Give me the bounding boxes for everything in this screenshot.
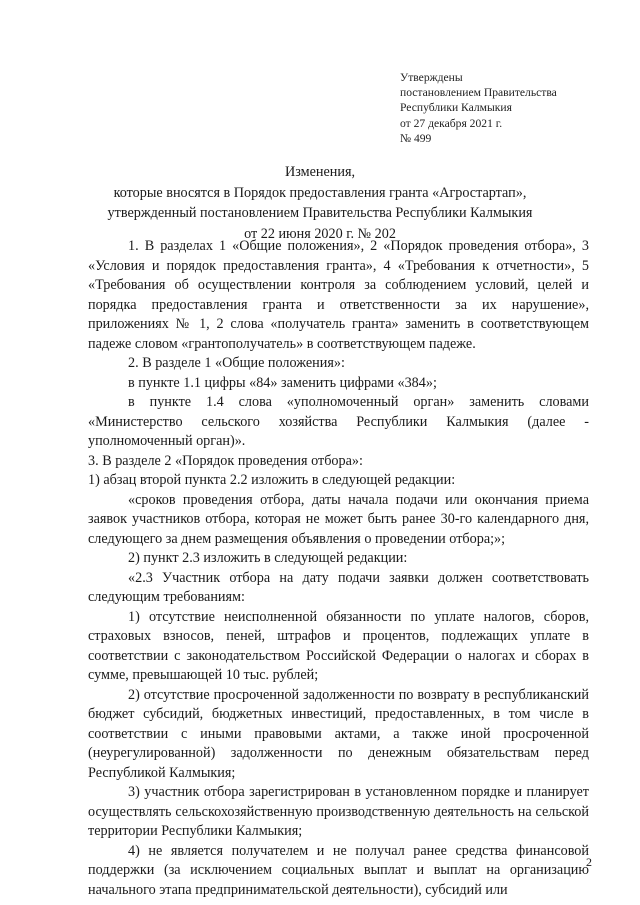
document-body: [88, 237, 589, 900]
title-line: Изменения,: [284, 164, 356, 180]
paragraph: 3) участник отбора зарегистрирован в установленном порядке и планирует осуществлять сельскохозяйственную производственную деятельность на сельской территории Республики Калмыкия;: [88, 784, 589, 839]
paragraph: 1. В разделах 1 «Общие положения», 2 «Порядок проведения отбора», 3 «Условия и порядок предоставления гранта», 4 «Требования к отчетности», 5 «Требования об осуществлении контроля за соблюдением условий, целей и порядка предоставления гранта и ответственности за их нарушение», приложениях № 1, 2 слова «получатель гранта» заменить в соответствующем падеже словом «грантополучатель» в соответствующем падеже.: [88, 238, 589, 352]
paragraph: 1) отсутствие неисполненной обязанности по уплате налогов, сборов, страховых взносов, пеней, штрафов и процентов, подлежащих уплате в соответствии с законодательством Российской Федерации о налогах и сборах в сумме, превышающей 10 тыс. рублей;: [88, 608, 589, 683]
title-line: от 22 июня 2020 г. № 202: [244, 225, 396, 242]
paragraph: в пункте 1.1 цифры «84» заменить цифрами «384»;: [128, 374, 437, 391]
paragraph: «сроков проведения отбора, даты начала подачи или окончания приема заявок участников отбора, которая не может быть ранее 30-го календарного дня, следующего за днем размещения объявления о проведении отбора;»;: [88, 491, 589, 547]
approval-line: Утверждены: [400, 71, 463, 84]
paragraph: 2. В разделе 1 «Общие положения»:: [128, 355, 345, 371]
approval-stamp: [400, 70, 557, 146]
approval-line: от 27 декабря 2021 г.: [400, 116, 503, 130]
title-line: утвержденный постановлением Правительства Республики Калмыкия: [107, 205, 533, 221]
paragraph: 1) абзац второй пункта 2.2 изложить в следующей редакции:: [88, 472, 456, 488]
paragraph: 4) не является получателем и не получал ранее средства финансовой поддержки (за исключением социальных выплат и выплат на организацию начального этапа предпринимательской деятельности), субсидий или: [88, 842, 589, 898]
paragraph: 2) отсутствие просроченной задолженности по возврату в республиканский бюджет субсидий, бюджетных инвестиций, предоставленных, в том числе в соответствии с иными правовыми актами, а также иной просроченной (неурегулированной) задолженности по денежным обязательствам перед Республикой Калмыкия;: [88, 686, 589, 781]
paragraph: «2.3 Участник отбора на дату подачи заявки должен соответствовать следующим требованиям:: [88, 569, 589, 605]
approval-line: Республики Калмыкия: [400, 101, 512, 115]
title-line: которые вносятся в Порядок предоставления гранта «Агростартап»,: [113, 184, 527, 201]
paragraph: в пункте 1.4 слова «уполномоченный орган» заменить словами «Министерство сельского хозяйства Республики Калмыкия (далее - уполномоченный орган)».: [88, 394, 589, 449]
paragraph: 3. В разделе 2 «Порядок проведения отбора»:: [88, 452, 363, 469]
page-number: 2: [586, 855, 592, 869]
paragraph: 2) пункт 2.3 изложить в следующей редакции:: [128, 550, 408, 566]
approval-line: № 499: [400, 131, 432, 145]
approval-line: постановлением Правительства: [400, 86, 557, 100]
document-title: [90, 162, 550, 244]
